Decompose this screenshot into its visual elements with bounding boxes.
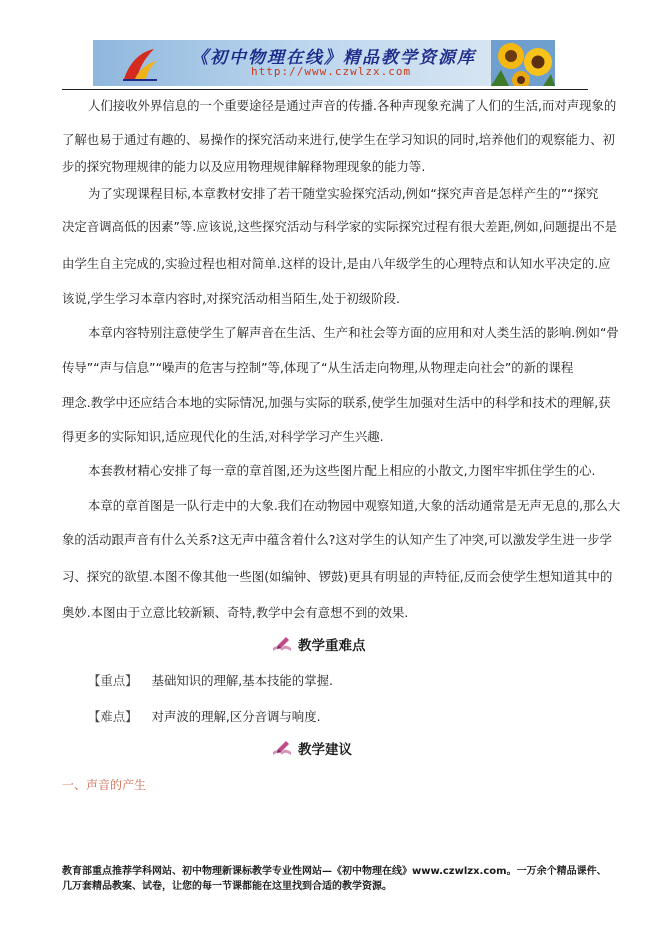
paragraph-line: 本套教材精心安排了每一章的章首图,还为这些图片配上相应的小散文,力图牢牢抓住学生的心. (88, 463, 596, 478)
footer-line: 几万套精品教案、试卷，让您的每一节课都能在这里找到合适的教学资源。 (62, 881, 392, 892)
pencil-book-icon (272, 635, 292, 653)
footer-line: 教育部重点推荐学科网站、初中物理新课标教学专业性网站—《初中物理在线》www.czwlzx.com。一万余个精品课件、 (62, 866, 607, 877)
section-heading-suggestions (272, 738, 352, 758)
difficulty-point (88, 707, 321, 725)
paragraph-line: 人们接收外界信息的一个重要途径是通过声音的传播.各种声现象充满了人们的生活,而对声现象的 (88, 98, 617, 113)
paragraph-line: 了解也易于通过有趣的、易操作的探究活动来进行,使学生在学习知识的同时,培养他们的观察能力、初 (62, 132, 616, 147)
focus-point (88, 671, 333, 689)
paragraph-line: 理念.教学中还应结合本地的实际情况,加强与实际的联系,使学生加强对生活中的科学和技术的理解,获 (62, 395, 611, 410)
paragraph-line: 本章的章首图是一队行走中的大象.我们在动物园中观察知道,大象的活动通常是无声无息的,那么大 (88, 498, 621, 513)
banner-url[interactable]: http://www.czwlzx.com (251, 65, 412, 78)
difficulty-text: 对声波的理解,区分音调与响度. (151, 709, 321, 724)
section-heading-key-points (272, 634, 366, 654)
banner-title: 《初中物理在线》精品教学资源库 (191, 48, 476, 68)
paragraph-line: 由学生自主完成的,实验过程也相对简单.这样的设计,是由八年级学生的心理特点和认知水平决定的.应 (62, 256, 611, 271)
paragraph-line: 得更多的实际知识,适应现代化的生活,对科学学习产生兴趣. (62, 429, 384, 444)
difficulty-tag: 【难点】 (88, 709, 138, 724)
site-logo-icon (121, 46, 159, 82)
paragraph-line: 步的探究物理规律的能力以及应用物理规律解释物理现象的能力等. (62, 159, 426, 174)
paragraph-line: 本章内容特别注意使学生了解声音在生活、生产和社会等方面的应用和对人类生活的影响.例如“骨 (88, 325, 619, 340)
paragraph-line: 奥妙.本图由于立意比较新颖、奇特,教学中会有意想不到的效果. (62, 605, 409, 620)
subsection-title: 一、声音的产生 (62, 778, 147, 792)
sunflower-icon (491, 40, 555, 86)
paragraph-line: 习、探究的欲望.本图不像其他一些图(如编钟、锣鼓)更具有明显的声特征,反而会使学生想知道其中的 (62, 569, 613, 584)
header-divider (62, 89, 588, 90)
focus-text: 基础知识的理解,基本技能的掌握. (151, 673, 333, 688)
paragraph-line: 传导”“声与信息”“噪声的危害与控制”等,体现了“从生活走向物理,从物理走向社会”的新的课程 (62, 360, 574, 375)
section-heading-text: 教学重难点 (298, 638, 366, 654)
paragraph-line: 该说,学生学习本章内容时,对探究活动相当陌生,处于初级阶段. (62, 291, 400, 306)
pencil-book-icon (272, 739, 292, 757)
section-heading-text: 教学建议 (298, 742, 352, 758)
paragraph-line: 象的活动跟声音有什么关系?这无声中蕴含着什么?这对学生的认知产生了冲突,可以激发学生进一步学 (62, 532, 612, 547)
header-banner (93, 40, 555, 86)
paragraph-line: 为了实现课程目标,本章教材安排了若干随堂实验探究活动,例如“探究声音是怎样产生的”“探究 (88, 186, 599, 201)
paragraph-line: 决定音调高低的因素”等.应该说,这些探究活动与科学家的实际探究过程有很大差距,例如,问题提出不是 (62, 219, 617, 234)
focus-tag: 【重点】 (88, 673, 138, 688)
